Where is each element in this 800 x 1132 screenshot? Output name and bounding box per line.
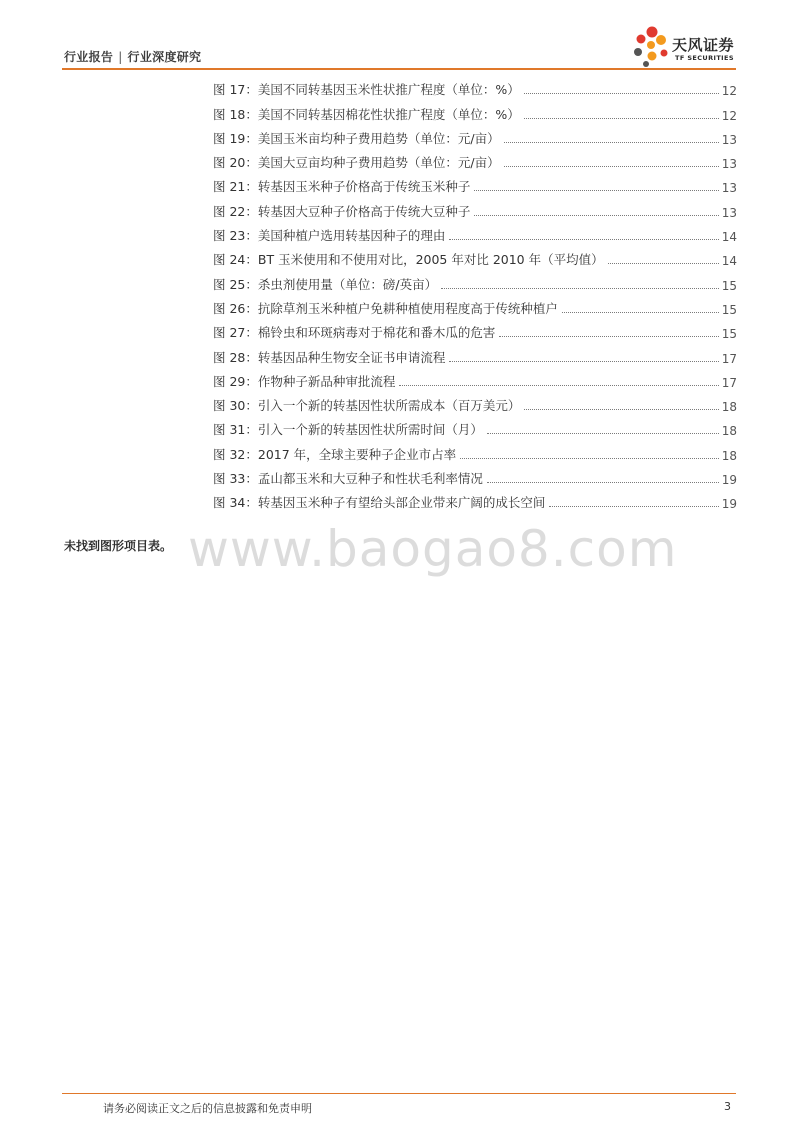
figure-title: 图 18：美国不同转基因棉花性状推广程度（单位：%） <box>213 106 520 122</box>
figure-list-item[interactable] <box>213 341 737 365</box>
figure-list-item[interactable] <box>213 317 737 341</box>
dot-leader <box>499 335 718 337</box>
figure-title: 图 25：杀虫剂使用量（单位：磅/英亩） <box>213 276 438 292</box>
dot-leader <box>524 408 718 410</box>
dot-leader <box>524 117 719 119</box>
dot-leader <box>441 287 719 289</box>
figure-page-number: 14 <box>721 254 737 269</box>
figure-list-item[interactable] <box>213 487 737 511</box>
figure-title: 图 17：美国不同转基因玉米性状推广程度（单位：%） <box>213 82 520 98</box>
figure-title: 图 26：抗除草剂玉米种植户免耕种植使用程度高于传统种植户 <box>213 300 558 316</box>
figure-title: 图 23：美国种植户选用转基因种子的理由 <box>213 228 446 244</box>
figure-list-item[interactable] <box>213 147 737 171</box>
figure-page-number: 19 <box>721 497 737 512</box>
figure-title: 图 24：BT 玉米使用和不使用对比，2005 年对比 2010 年（平均值） <box>213 252 604 268</box>
figure-list-item[interactable] <box>213 74 737 98</box>
dot-leader <box>460 457 719 459</box>
header-separator: | <box>118 50 123 64</box>
page-number: 3 <box>724 1100 731 1113</box>
figure-page-number: 13 <box>721 205 737 220</box>
figure-list-item[interactable] <box>213 220 737 244</box>
dot-leader <box>449 360 718 362</box>
figure-title: 图 31：引入一个新的转基因性状所需时间（月） <box>213 422 483 438</box>
dot-leader <box>549 505 718 507</box>
table-of-figures-notice: 未找到图形项目表。 <box>64 539 173 553</box>
figure-page-number: 15 <box>721 302 737 317</box>
dot-leader <box>504 141 719 143</box>
dot-leader <box>399 384 718 386</box>
footer-disclaimer: 请务必阅读正文之后的信息披露和免责申明 <box>103 1102 312 1115</box>
figure-list-item[interactable] <box>213 244 737 268</box>
figure-page-number: 18 <box>721 448 737 463</box>
logo-chinese-name: 天风证券 <box>672 36 735 54</box>
figure-title: 图 28：转基因品种生物安全证书申请流程 <box>213 349 446 365</box>
tf-securities-logo <box>628 24 740 70</box>
figure-list-item[interactable] <box>213 438 737 462</box>
report-type: 行业报告 <box>64 50 114 64</box>
footer-divider <box>62 1093 736 1094</box>
figure-list-item[interactable] <box>213 463 737 487</box>
figure-page-number: 13 <box>721 157 737 172</box>
figure-title: 图 27：棉铃虫和环斑病毒对于棉花和番木瓜的危害 <box>213 325 496 341</box>
figure-list-item[interactable] <box>213 123 737 147</box>
figure-page-number: 12 <box>721 84 737 99</box>
figure-list-item[interactable] <box>213 268 737 292</box>
header-divider <box>62 68 736 70</box>
dot-leader <box>474 189 718 191</box>
dot-leader <box>524 92 719 94</box>
figure-page-number: 17 <box>721 351 737 366</box>
watermark: www.baogao8.com <box>188 520 678 578</box>
figure-page-number: 18 <box>721 400 737 415</box>
figure-page-number: 19 <box>721 473 737 488</box>
dot-leader <box>504 165 719 167</box>
figure-list-item[interactable] <box>213 171 737 195</box>
flower-logo-icon <box>628 24 672 70</box>
figure-list <box>213 74 737 511</box>
dot-leader <box>449 238 718 240</box>
figure-page-number: 13 <box>721 181 737 196</box>
figure-page-number: 13 <box>721 132 737 147</box>
logo-english-name: TF SECURITIES <box>675 54 734 62</box>
figure-title: 图 33：孟山都玉米和大豆种子和性状毛利率情况 <box>213 471 483 487</box>
figure-page-number: 15 <box>721 278 737 293</box>
figure-list-item[interactable] <box>213 293 737 317</box>
figure-title: 图 19：美国玉米亩均种子费用趋势（单位：元/亩） <box>213 130 500 146</box>
figure-list-item[interactable] <box>213 366 737 390</box>
figure-list-item[interactable] <box>213 414 737 438</box>
report-category <box>64 48 201 65</box>
figure-title: 图 34：转基因玉米种子有望给头部企业带来广阔的成长空间 <box>213 495 546 511</box>
figure-list-item[interactable] <box>213 98 737 122</box>
figure-title: 图 22：转基因大豆种子价格高于传统大豆种子 <box>213 203 471 219</box>
figure-page-number: 15 <box>721 327 737 342</box>
figure-title: 图 20：美国大豆亩均种子费用趋势（单位：元/亩） <box>213 155 500 171</box>
figure-title: 图 21：转基因玉米种子价格高于传统玉米种子 <box>213 179 471 195</box>
dot-leader <box>562 311 719 313</box>
dot-leader <box>608 262 719 264</box>
figure-list-item[interactable] <box>213 195 737 219</box>
figure-page-number: 12 <box>721 108 737 123</box>
figure-list-item[interactable] <box>213 390 737 414</box>
figure-page-number: 17 <box>721 375 737 390</box>
figure-title: 图 32：2017 年，全球主要种子企业市占率 <box>213 446 457 462</box>
figure-title: 图 29：作物种子新品种审批流程 <box>213 373 396 389</box>
dot-leader <box>487 432 719 434</box>
dot-leader <box>474 214 718 216</box>
figure-page-number: 18 <box>721 424 737 439</box>
figure-title: 图 30：引入一个新的转基因性状所需成本（百万美元） <box>213 398 521 414</box>
dot-leader <box>487 481 719 483</box>
figure-page-number: 14 <box>721 230 737 245</box>
report-subtype: 行业深度研究 <box>127 50 202 64</box>
